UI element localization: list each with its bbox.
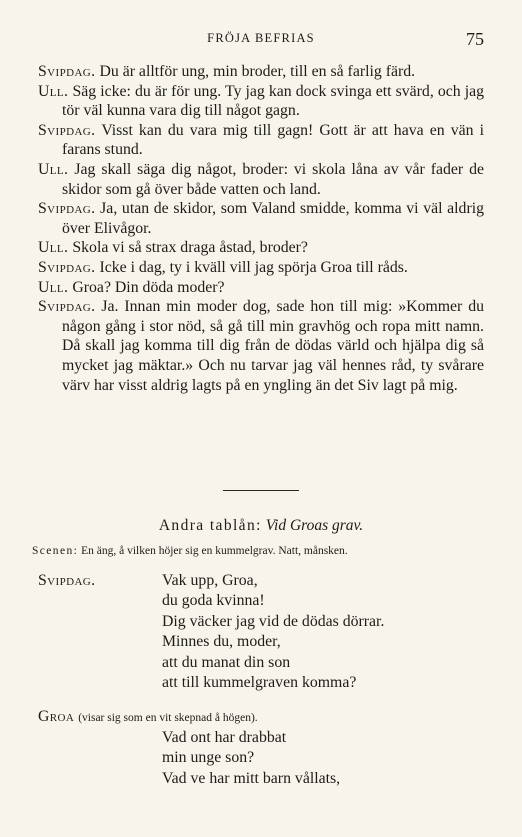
speaker-name: Ull. (38, 82, 69, 100)
verse-groa (162, 728, 340, 789)
verse-line: Dig väcker jag vid de dödas dörrar. (162, 612, 385, 630)
verse-speaker-groa: Groa (38, 708, 75, 725)
speaker-name: Ull. (38, 160, 69, 178)
setting-label: Scenen: (32, 545, 79, 557)
dialogue-entry (38, 121, 484, 160)
dialogue-text: Du är alltför ung, min broder, till en så farlig färd. (99, 63, 416, 80)
verse-line: att du manat din son (162, 653, 291, 671)
verse-svipdag (162, 571, 384, 693)
dialogue-entry (38, 238, 484, 258)
setting-text: En äng, å vilken höjer sig en kummelgrav. Natt, månsken. (81, 545, 348, 557)
stage-direction: (visar sig som en vit skepnad å högen). (78, 712, 258, 724)
speaker-name: Svipdag. (38, 298, 96, 316)
dialogue-entry (38, 278, 484, 298)
dialogue-text: Ja, utan de skidor, som Valand smidde, komma vi väl aldrig över Elivågor. (62, 200, 484, 237)
dialogue-text: Visst kan du vara mig till gagn! Gott är att hava en vän i farans stund. (62, 121, 484, 159)
speaker-name: Ull. (38, 239, 69, 257)
dialogue-text: Jag skall säga dig något, broder: vi skola låna av vår fader de skidor som gå över både vatten och land. (62, 160, 485, 198)
verse-line: du goda kvinna! (162, 592, 265, 610)
speaker-name: Svipdag. (38, 200, 96, 218)
section-divider (223, 490, 299, 491)
speaker-name: Svipdag. (38, 258, 96, 276)
dialogue-entry (38, 199, 484, 238)
scene-heading (0, 517, 522, 535)
scene-label: Andra tablån: (158, 517, 262, 534)
dialogue-entry (38, 62, 484, 82)
speaker-name: Svipdag. (38, 63, 96, 80)
verse-line: min unge son? (162, 749, 255, 767)
running-title: FRÖJA BEFRIAS (207, 31, 315, 45)
dialogue-text: Skola vi så strax draga åstad, broder? (72, 239, 308, 257)
dialogue-entry (38, 82, 484, 121)
verse-line: Minnes du, moder, (162, 633, 281, 651)
dialogue-block (38, 62, 484, 395)
stage-setting (32, 545, 502, 557)
dialogue-text: Säg icke: du är för ung. Ty jag kan dock svinga ett svärd, och jag tör väl kunna vara dig till något gagn. (62, 82, 484, 120)
verse-line: att till kummelgraven komma? (162, 674, 357, 692)
dialogue-entry (38, 160, 484, 199)
dialogue-text: Groa? Din döda moder? (72, 278, 225, 296)
dialogue-entry (38, 258, 484, 278)
scene-title: Vid Groas grav. (265, 517, 364, 534)
dialogue-text: Icke i dag, ty i kväll vill jag spörja Groa till råds. (99, 258, 408, 276)
speaker-name: Ull. (38, 278, 69, 296)
verse-speaker-groa-line (38, 708, 258, 726)
dialogue-entry (38, 297, 484, 395)
verse-line: Vad ont har drabbat (162, 729, 287, 746)
verse-line: Vak upp, Groa, (162, 572, 258, 589)
verse-line: Vad ve har mitt barn vållats, (162, 769, 341, 787)
page-number: 75 (466, 29, 484, 49)
speaker-name: Svipdag. (38, 121, 96, 139)
verse-speaker-svipdag: Svipdag. (38, 572, 96, 589)
dialogue-text: Ja. Innan min moder dog, sade hon till mig: »Kommer du någon gång i stor nöd, så gå till min gravhög och ropa mitt namn. Då skall jag komma till dig från de dödas värld och hjälpa dig så mycket jag mäktar.» Och nu tarvar jag väl hennes råd, ty svårare värv har visst aldrig lagts på en yngling än det Siv lagt på mig. (62, 298, 484, 394)
